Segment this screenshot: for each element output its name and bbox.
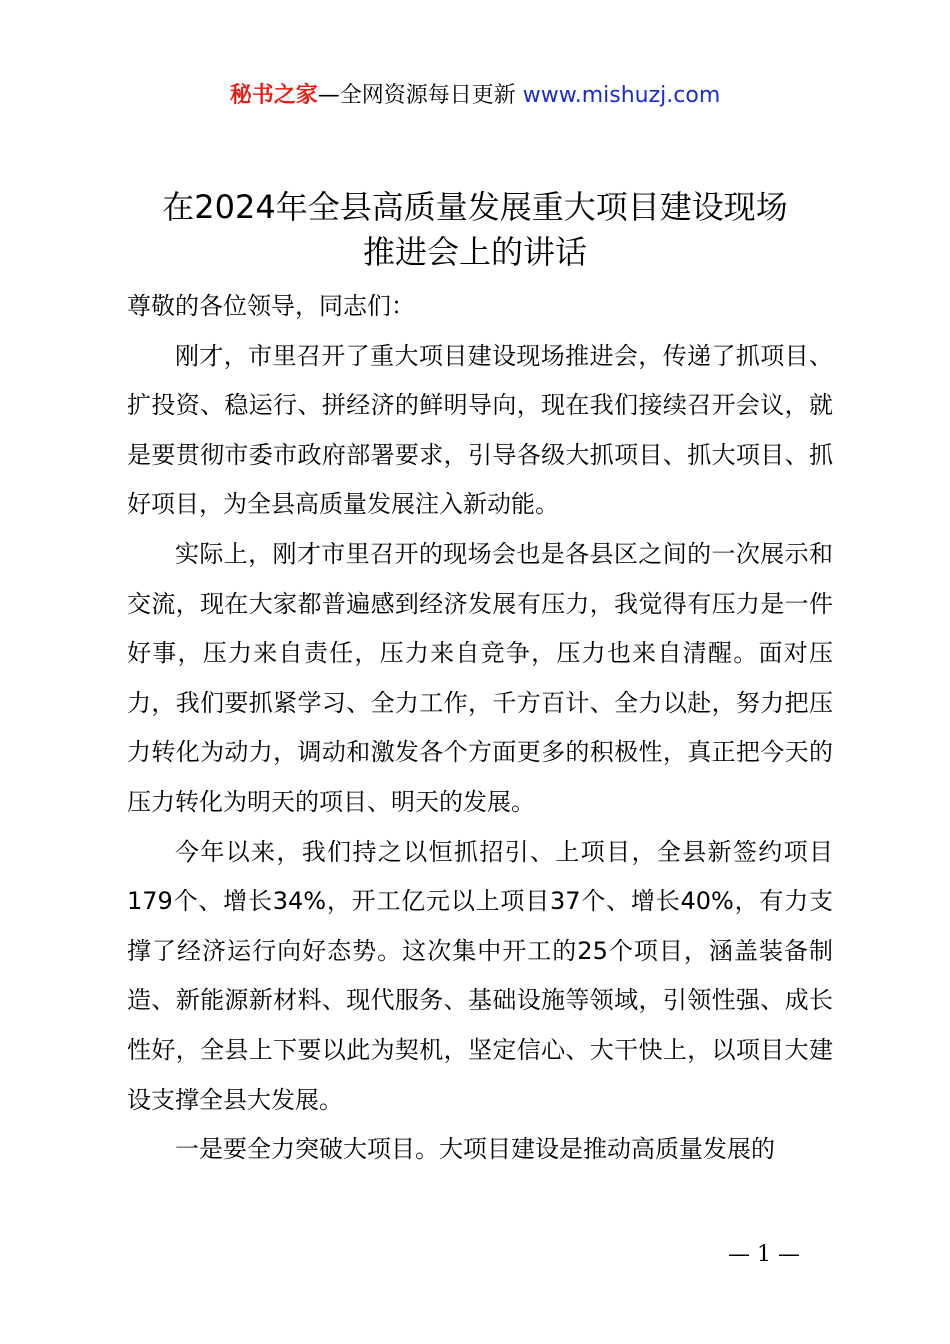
document-title: [110, 185, 840, 275]
title-line-1: 在2024年全县高质量发展重大项目建设现场: [162, 188, 788, 226]
site-header: [0, 80, 950, 112]
site-tagline: —全网资源每日更新: [317, 83, 523, 108]
site-brand: 秘书之家: [229, 83, 318, 108]
page-number: — 1 —: [728, 1242, 800, 1267]
title-line-2: 推进会上的讲话: [362, 233, 587, 271]
paragraph-2: 实际上，刚才市里召开的现场会也是各县区之间的一次展示和交流，现在大家都普遍感到经济发展有压力，我觉得有压力是一件好事，压力来自责任，压力来自竞争，压力也来自清醒。面对压力，我们要抓紧学习、全力工作，千方百计、全力以赴，努力把压力转化为动力，调动和激发各个方面更多的积极性，真正把今天的压力转化为明天的项目、明天的发展。: [127, 539, 833, 816]
document-body: [127, 282, 833, 1175]
site-url-link[interactable]: www.mishuzj.com: [522, 83, 721, 108]
salutation: 尊敬的各位领导，同志们：: [127, 292, 415, 320]
paragraph-3: 今年以来，我们持之以恒抓招引、上项目，全县新签约项目179个、增长34%，开工亿元以上项目37个、增长40%，有力支撑了经济运行向好态势。这次集中开工的25个项目，涵盖装备制造、新能源新材料、现代服务、基础设施等领域，引领性强、成长性好，全县上下要以此为契机，坚定信心、大干快上，以项目大建设支撑全县大发展。: [127, 837, 833, 1114]
paragraph-4: 一是要全力突破大项目。大项目建设是推动高质量发展的: [175, 1135, 775, 1164]
paragraph-1: 刚才，市里召开了重大项目建设现场推进会，传递了抓项目、扩投资、稳运行、拼经济的鲜明导向，现在我们接续召开会议，就是要贯彻市委市政府部署要求，引导各级大抓项目、抓大项目、抓好项目，为全县高质量发展注入新动能。: [127, 341, 833, 519]
